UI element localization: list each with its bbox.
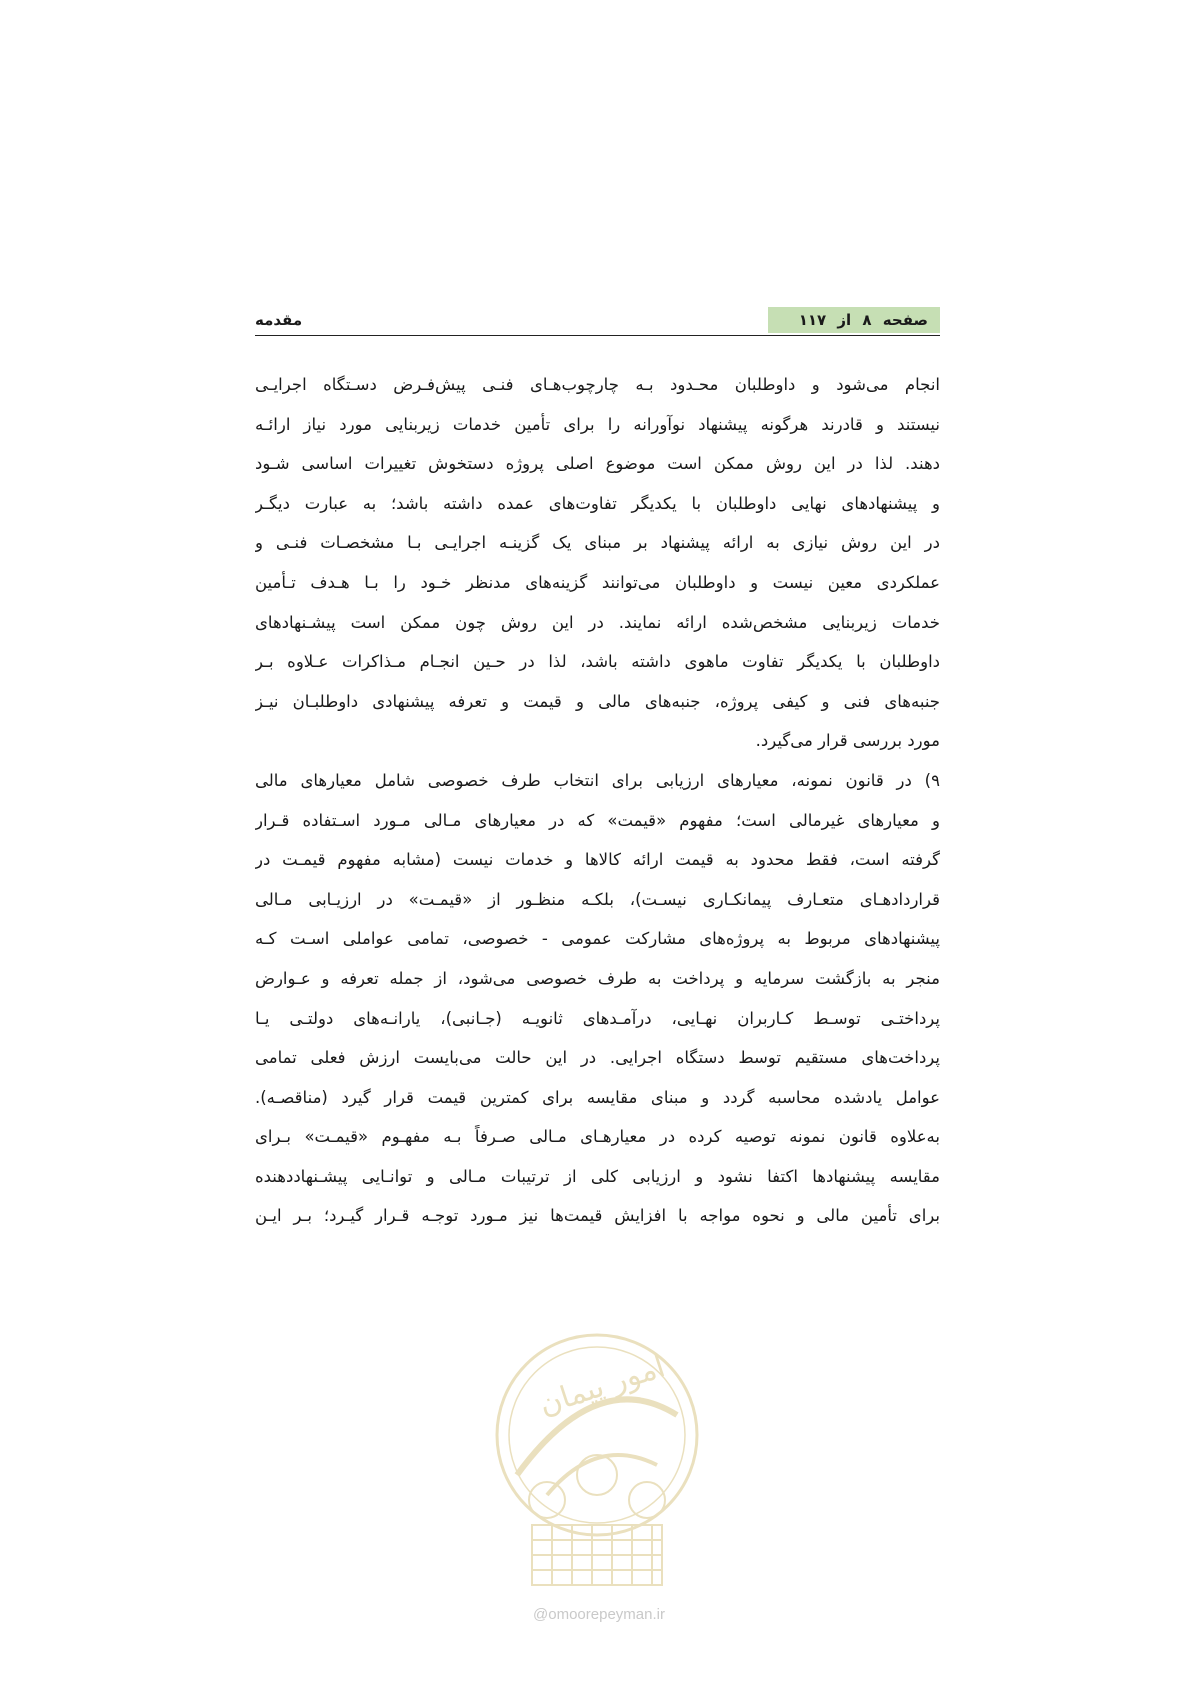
text-line: خدمات زیربنایی مشخص‌شده ارائه نمایند. در این روش چون ممکن است پیشـنهادهای (255, 612, 940, 632)
text-line: گرفته است، فقط محدود به قیمت ارائه کالاها و خدمات نیست (مشابه مفهوم قیمـت در (255, 850, 940, 870)
body-text (255, 365, 940, 1236)
text-line: عوامل یادشده محاسبه گردد و مبنای مقایسه برای کمترین قیمت قرار گیرد (مناقصـه). (255, 1087, 940, 1107)
watermark-url: @omoorepeyman.ir (533, 1606, 665, 1623)
text-line: قراردادهـای متعـارف پیمانکـاری نیسـت)، بلکـه منظـور از «قیمـت» در ارزیـابی مـالی (255, 889, 940, 909)
page-word: صفحه (882, 311, 928, 329)
total-pages: ۱۱۷ (798, 311, 827, 329)
text-line: در این روش نیازی به ارائه پیشنهاد بر مبنای یک گزینـه اجرایـی بـا مشخصـات فنـی و (255, 533, 940, 553)
chapter-title: مقدمه (255, 311, 303, 329)
text-line: برای تأمین مالی و نحوه مواجه با افزایش قیمت‌ها نیز مـورد توجـه قـرار گیـرد؛ بـر ایـن (255, 1206, 940, 1226)
text-line: ۹) در قانون نمونه، معیارهای ارزیابی برای انتخاب طرف خصوصی شامل معیارهای مالی (255, 770, 940, 790)
text-line: داوطلبان با یکدیگر تفاوت ماهوی داشته باشد، لذا در حـین انجـام مـذاکرات عـلاوه بـر (255, 652, 940, 672)
text-line: مورد بررسی قرار می‌گیرد. (755, 731, 940, 751)
text-line: منجر به بازگشت سرمایه و پرداخت به طرف خصوصی می‌شود، از جمله تعرفه و عـوارض (255, 968, 940, 988)
page-number: ۸ (862, 311, 872, 329)
text-line: نیستند و قادرند هرگونه پیشنهاد نوآورانه را برای تأمین خدمات زیربنایی مورد نیاز ارائـه (255, 414, 940, 434)
page-number-badge (768, 307, 940, 333)
watermark-logo-text: امور پیمان (534, 1349, 670, 1423)
text-line: عملکردی معین نیست و داوطلبان می‌توانند گزینه‌های مدنظر خـود را بـا هـدف تـأمین (255, 572, 940, 592)
text-line: به‌علاوه قانون نمونه توصیه کرده در معیارهـای مـالی صـرفاً بـه مفهـوم «قیمـت» بـرای (255, 1127, 940, 1147)
text-line: و معیارهای غیرمالی است؛ مفهوم «قیمت» که در معیارهای مـالی مـورد اسـتفاده قـرار (255, 810, 940, 830)
text-line: پرداختـی توسـط کـاربران نهـایی، درآمـدهای ثانویـه (جـانبی)، یارانـه‌های دولتـی یـا (255, 1008, 940, 1028)
text-line: پرداخت‌های مستقیم توسط دستگاه اجرایی. در این حالت می‌بایست ارزش فعلی تمامی (255, 1048, 940, 1068)
text-line: انجام می‌شود و داوطلبان محـدود بـه چارچوب‌هـای فنـی پیش‌فـرض دسـتگاه اجرایـی (255, 375, 940, 394)
text-line: مقایسه پیشنهادها اکتفا نشود و ارزیابی کلی از ترتیبات مـالی و توانـایی پیشـنهاددهنده (255, 1166, 940, 1186)
of-word: از (837, 311, 852, 329)
text-line: پیشنهادهای مربوط به پروژه‌های مشارکت عمومی - خصوصی، تمامی عواملی اسـت کـه (255, 929, 940, 949)
text-line: جنبه‌های فنی و کیفی پروژه، جنبه‌های مالی و قیمت و تعرفه پیشنهادی داوطلبـان نیـز (255, 691, 940, 711)
watermark-logo-icon (487, 1325, 707, 1595)
text-line: و پیشنهادهای نهایی داوطلبان با یکدیگر تفاوت‌های عمده داشته باشد؛ به عبارت دیگـر (255, 493, 940, 513)
text-line: دهند. لذا در این روش ممکن است موضوع اصلی پروژه دستخوش تغییرات اساسی شـود (255, 454, 940, 474)
page-header (255, 307, 940, 336)
